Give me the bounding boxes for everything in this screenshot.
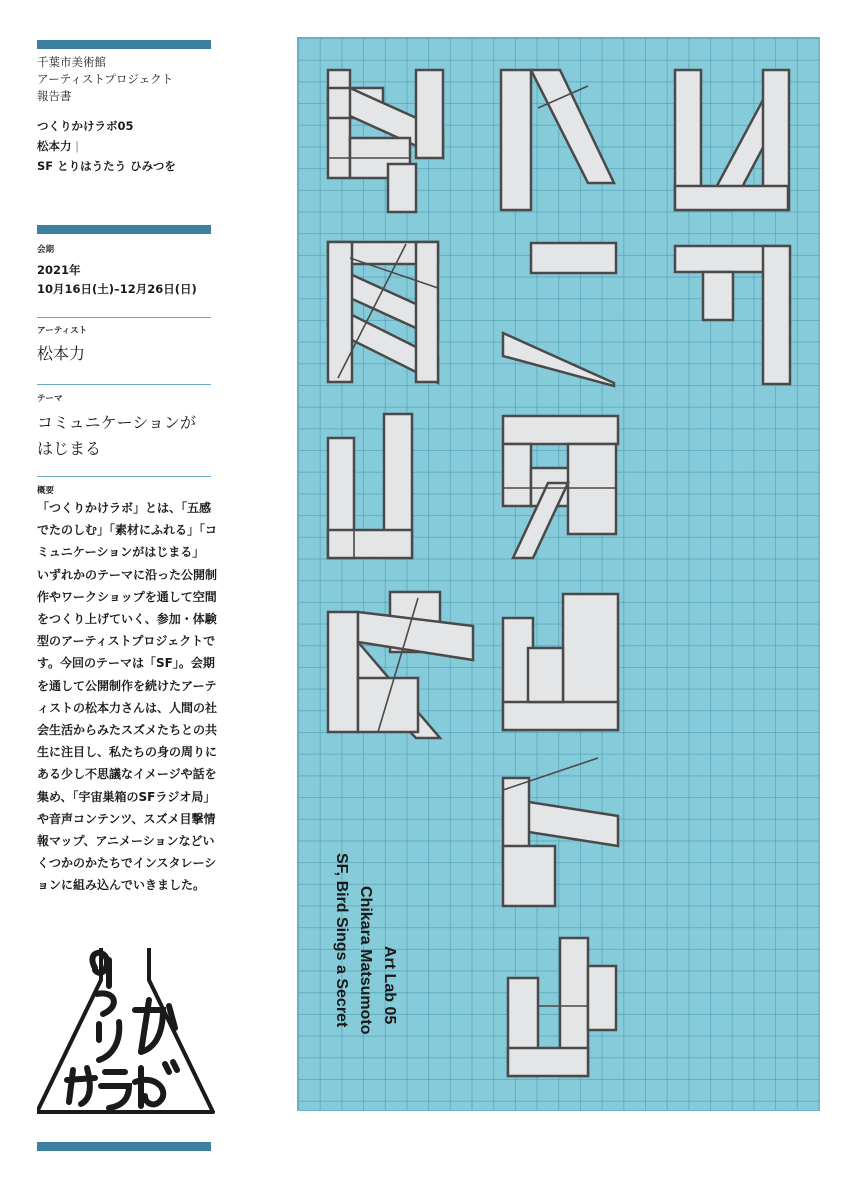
period-label: 会期 <box>37 245 55 255</box>
exhibition-title: SF とりはうたう ひみつを <box>37 159 176 173</box>
glyph-column-right <box>675 70 790 384</box>
tsukurikake-lab-logo <box>37 940 215 1120</box>
divider <box>37 384 211 385</box>
divider <box>37 317 211 318</box>
section-divider-bar <box>37 225 211 234</box>
series-title: つくりかけラボ05 <box>37 119 134 133</box>
artist-label: アーティスト <box>37 326 88 336</box>
glyph-column-middle <box>501 70 618 1076</box>
poster-title-line-2: Chikara Matsumoto <box>357 886 374 1035</box>
block-letter-graphics <box>298 38 819 1110</box>
period-year: 2021年 <box>37 263 81 277</box>
poster-artwork <box>297 37 820 1111</box>
artist-heading: 松本力 | <box>37 139 80 153</box>
divider <box>37 476 211 477</box>
glyph-column-left <box>328 70 473 738</box>
report-label: 報告書 <box>37 89 72 103</box>
museum-name: 千葉市美術館 <box>37 55 106 69</box>
top-divider-bar <box>37 40 211 49</box>
poster-title-line-1: Art Lab 05 <box>381 946 398 1025</box>
artist-name: 松本力 <box>37 344 86 363</box>
poster-title-line-3: SF, Bird Sings a Secret <box>333 853 350 1028</box>
overview-label: 概要 <box>37 486 55 496</box>
overview-text: 「つくりかけラボ」とは、「五感でたのしむ」「素材にふれる」「コミュニケーションがはじまる」 いずれかのテーマに沿った公開制作やワークショップを通して空間をつくり上げていく、参加・体験型のアーティストプロジェクトです。今回のテーマは「SF」。会期を通して公開制作を続けたアーティストの松本力さんは、人間の社会生活からみたスズメたちとの共生に注目し、私たちの身の周りにある少し不思議なイメージや話を集め、「宇宙巣箱のSFラジオ局」や音声コンテンツ、スズメ目撃情報マップ、アニメーションなどいくつかのかたちでインスタレーションに組み込んでいきました。 <box>37 501 218 893</box>
theme-line-2: はじまる <box>37 439 102 458</box>
period-dates: 10月16日(土)–12月26日(日) <box>37 282 197 296</box>
theme-line-1: コミュニケーションが <box>37 413 197 432</box>
project-name: アーティストプロジェクト <box>37 72 174 86</box>
bottom-divider-bar <box>37 1142 211 1151</box>
theme-label: テーマ <box>37 394 63 404</box>
